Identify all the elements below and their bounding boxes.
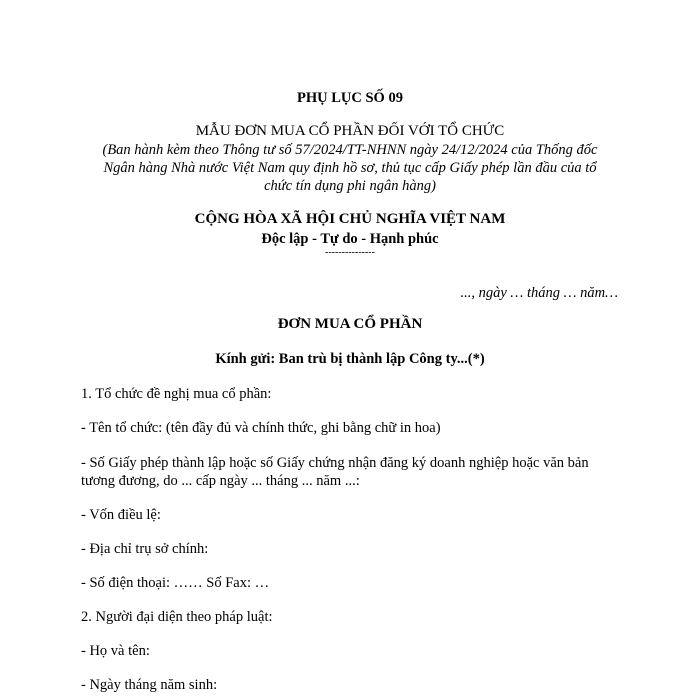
issuance-note-line-1: (Ban hành kèm theo Thông tư số 57/2024/TT-NHNN ngày 24/12/2024 của Thống đốc — [102, 142, 598, 158]
national-motto: Độc lập - Tự do - Hạnh phúc — [261, 231, 439, 247]
addressee: Kính gửi: Ban trù bị thành lập Công ty...(*) — [215, 351, 485, 367]
full-name-line: - Họ và tên: — [81, 643, 150, 659]
issuance-note-line-3: chức tín dụng phi ngân hàng) — [264, 178, 436, 194]
date-of-birth-line: - Ngày tháng năm sinh: — [81, 677, 218, 693]
form-title: MẪU ĐƠN MUA CỔ PHẦN ĐỐI VỚI TỔ CHỨC — [195, 123, 505, 139]
section-1-title: 1. Tổ chức đề nghị mua cổ phần: — [81, 386, 272, 402]
org-name-line: - Tên tổ chức: (tên đầy đủ và chính thức, ghi bằng chữ in hoa) — [81, 420, 441, 436]
license-line-1: - Số Giấy phép thành lập hoặc số Giấy chứng nhận đăng ký doanh nghiệp hoặc văn bản — [81, 455, 589, 471]
phone-fax-line: - Số điện thoại: …… Số Fax: … — [81, 575, 270, 591]
charter-capital-line: - Vốn điều lệ: — [81, 507, 161, 523]
license-line-2: tương đương, do ... cấp ngày ... tháng ... năm ...: — [81, 473, 360, 489]
date-line: ..., ngày … tháng … năm… — [460, 285, 618, 301]
motto-separator: --------------- — [325, 247, 375, 258]
appendix-title: PHỤ LỤC SỐ 09 — [297, 90, 403, 106]
issuance-note-line-2: Ngân hàng Nhà nước Việt Nam quy định hồ sơ, thủ tục cấp Giấy phép lần đầu của tổ — [103, 160, 597, 176]
section-2-title: 2. Người đại diện theo pháp luật: — [81, 609, 273, 625]
country-name: CỘNG HÒA XÃ HỘI CHỦ NGHĨA VIỆT NAM — [194, 211, 506, 227]
head-office-line: - Địa chỉ trụ sở chính: — [81, 541, 209, 557]
document-title: ĐƠN MUA CỔ PHẦN — [277, 316, 423, 332]
